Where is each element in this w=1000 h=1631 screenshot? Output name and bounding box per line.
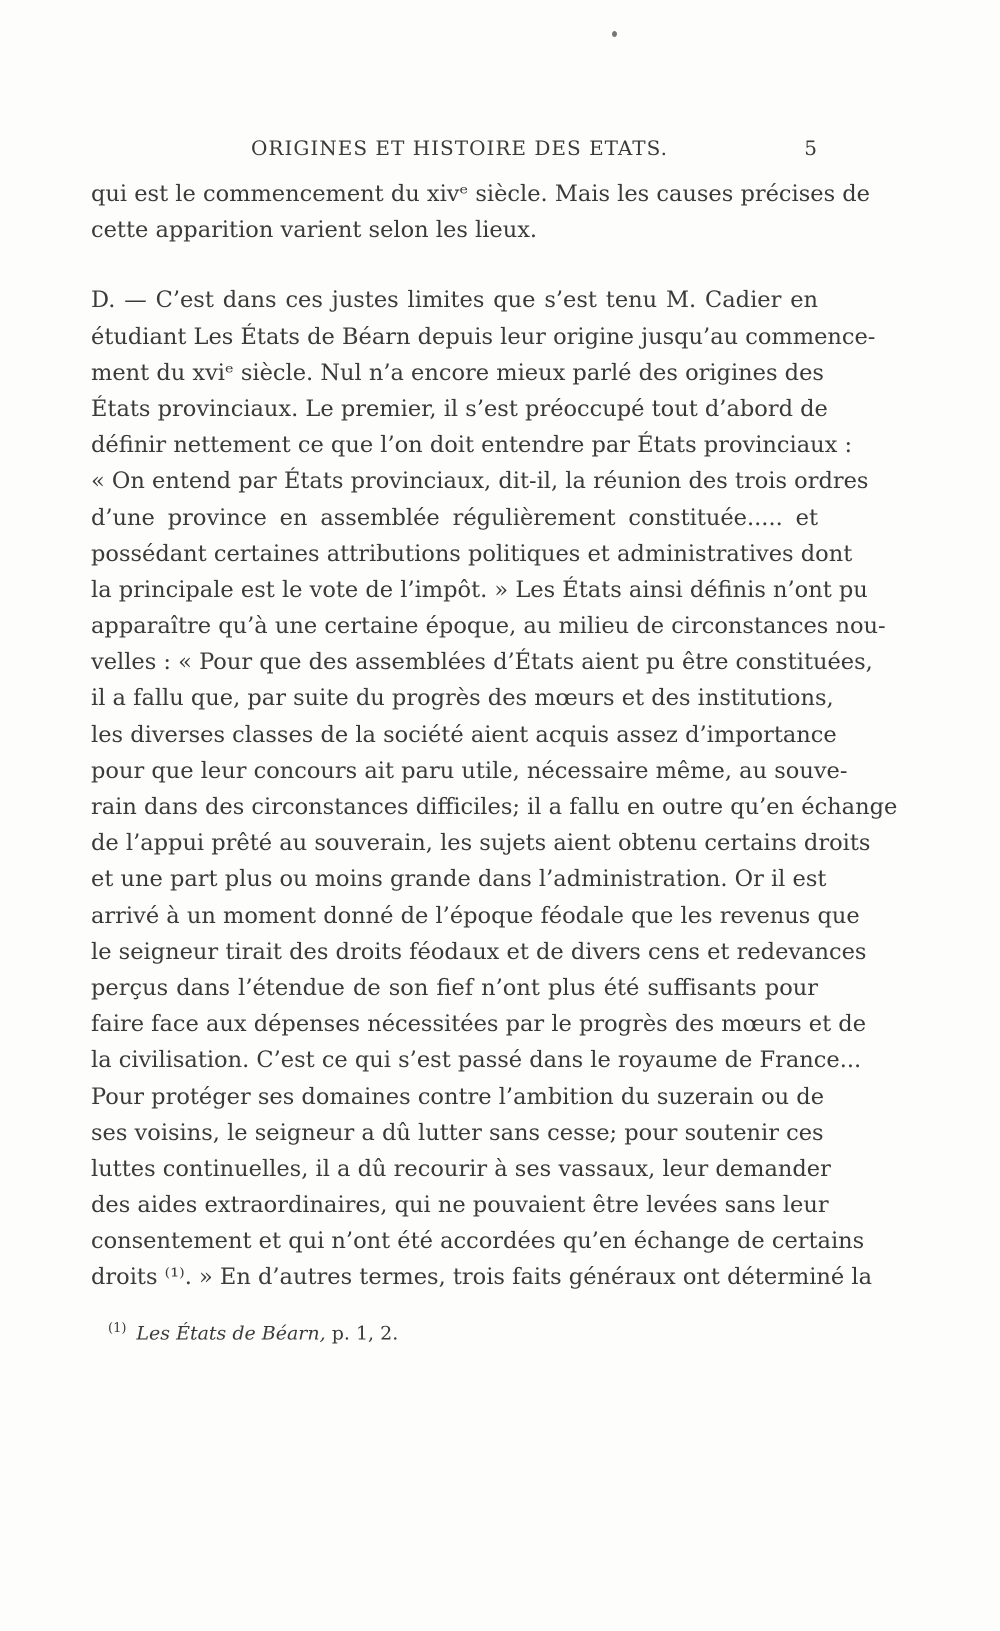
text-line: droits ⁽¹⁾. » En d’autres termes, trois faits généraux ont déterminé la: [91, 1264, 872, 1291]
text-line: de l’appui prêté au souverain, les sujets aient obtenu certains droits: [91, 830, 871, 857]
text-line: d’une province en assemblée régulièrement constituée..... et: [91, 504, 818, 531]
text-line: « On entend par États provinciaux, dit-il, la réunion des trois ordres: [91, 468, 869, 495]
text-line: étudiant Les États de Béarn depuis leur origine jusqu’au commence-: [91, 323, 876, 350]
text-line: D. — C’est dans ces justes limites que s’est tenu M. Cadier en: [91, 287, 818, 314]
running-header: [91, 136, 818, 166]
footnote-title: Les États de Béarn,: [136, 1322, 326, 1345]
print-speck: [612, 31, 617, 37]
text-line: il a fallu que, par suite du progrès des mœurs et des institutions,: [91, 685, 834, 712]
text-line: des aides extraordinaires, qui ne pouvaient être levées sans leur: [91, 1192, 829, 1219]
text-line: rain dans des circonstances difficiles; il a fallu en outre qu’en échange: [91, 794, 898, 820]
text-line: apparaître qu’à une certaine époque, au milieu de circonstances nou-: [91, 613, 886, 640]
text-line: faire face aux dépenses nécessitées par le progrès des mœurs et de: [91, 1011, 867, 1038]
text-line: ment du xviᵉ siècle. Nul n’a encore mieux parlé des origines des: [91, 359, 824, 386]
text-line: la civilisation. C’est ce qui s’est passé dans le royaume de France...: [91, 1047, 862, 1074]
text-line: possédant certaines attributions politiques et administratives dont: [91, 540, 853, 567]
body-text: [91, 176, 898, 1296]
text-line: consentement et qui n’ont été accordées qu’en échange de certains: [91, 1228, 865, 1255]
text-line: arrivé à un moment donné de l’époque féodale que les revenus que: [91, 902, 860, 929]
text-line: cette apparition varient selon les lieux.: [91, 217, 538, 244]
text-line: ses voisins, le seigneur a dû lutter sans cesse; pour soutenir ces: [91, 1119, 824, 1146]
paragraph-gap: [91, 248, 818, 282]
running-title: ORIGINES ET HISTOIRE DES ETATS.: [251, 136, 668, 160]
page-number: 5: [804, 136, 818, 160]
text-line: perçus dans l’étendue de son fief n’ont plus été suffisants pour: [91, 974, 818, 1001]
text-line: la principale est le vote de l’impôt. » Les États ainsi définis n’ont pu: [91, 576, 868, 603]
text-line: Pour protéger ses domaines contre l’ambition du suzerain ou de: [91, 1083, 825, 1110]
footnote-marker: (1): [108, 1321, 127, 1336]
text-line: pour que leur concours ait paru utile, nécessaire même, au souve-: [91, 757, 848, 784]
text-line: luttes continuelles, il a dû recourir à ses vassaux, leur demander: [91, 1155, 831, 1182]
footnote-pages: p. 1, 2.: [331, 1322, 399, 1345]
footnote: [108, 1321, 398, 1344]
text-line: qui est le commencement du xivᵉ siècle. Mais les causes précises de: [91, 181, 870, 207]
text-line: velles : « Pour que des assemblées d’États aient pu être constituées,: [91, 649, 873, 676]
text-line: définir nettement ce que l’on doit entendre par États provinciaux :: [91, 432, 853, 459]
text-line: et une part plus ou moins grande dans l’administration. Or il est: [91, 866, 827, 893]
text-line: le seigneur tirait des droits féodaux et de divers cens et redevances: [91, 938, 867, 965]
text-line: États provinciaux. Le premier, il s’est préoccupé tout d’abord de: [91, 395, 828, 422]
text-line: les diverses classes de la société aient acquis assez d’importance: [91, 721, 837, 748]
